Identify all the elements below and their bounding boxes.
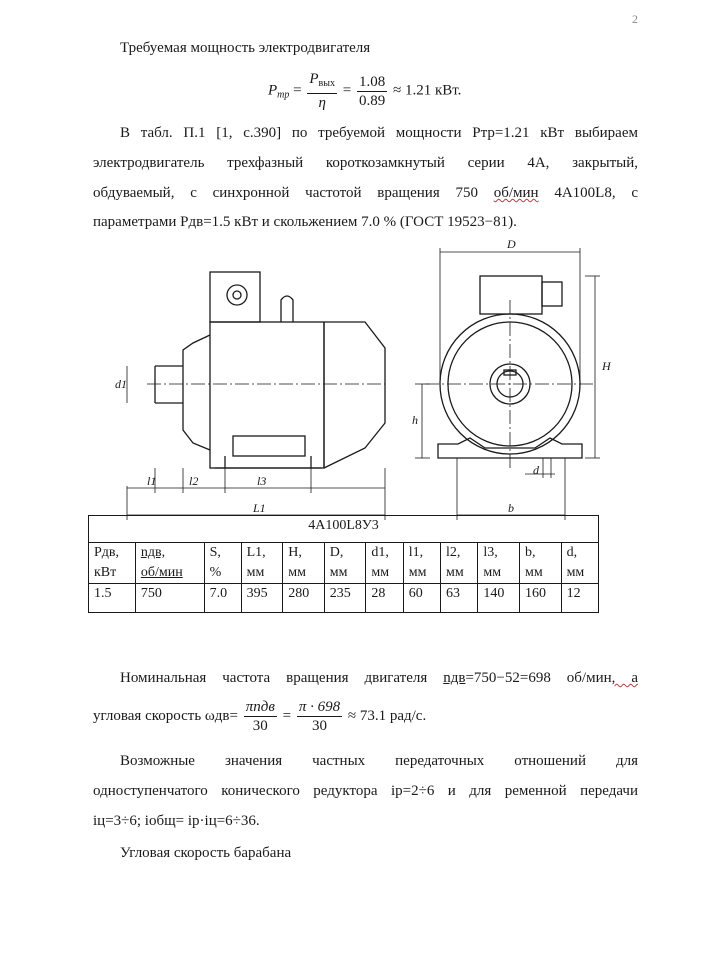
table-header-cell: Pдв, кВт [89,543,136,584]
table-header-cell: nдв, об/мин [135,543,204,584]
table-header-cell: b, мм [519,543,561,584]
label-l1: l1 [147,474,157,488]
table-header-cell: l1, мм [403,543,440,584]
table-cell: 60 [403,584,440,613]
motor-drawing [85,238,625,520]
table-cell: 280 [283,584,325,613]
table-cell: 63 [441,584,478,613]
terminal-circle-outer [227,285,247,305]
end-shield-left [183,335,210,450]
formula-fraction-1: $\frac{P_{вых}}{\eta}$ [309,71,335,111]
table-cell: 7.0 [204,584,241,613]
motor-parameters-table [88,515,599,613]
foot-side [233,436,305,456]
table-header-row [89,543,599,584]
label-L1: L1 [253,501,266,515]
label-l3: l3 [257,474,267,488]
formula-result: ≈ 1.21 кВт. [392,82,462,99]
label-D: D [507,238,516,251]
table-cell: 160 [519,584,561,613]
terminal-box-front [480,276,542,314]
label-d: d [533,463,539,477]
table-title: 4А100L8У3 [89,516,599,543]
table-header-cell: L1, мм [241,543,283,584]
table-header-cell: H, мм [283,543,325,584]
table-cell: 12 [561,584,598,613]
para3-line3: iц=3÷6; iобщ= iр·iц=6÷36. [93,813,260,829]
table-header-cell: d1, мм [366,543,403,584]
formula-power: $P_{тр}$ = $\frac{P_{вых}}{\eta}$ = $\frac{1.08}{0.89}$ ≈ 1.21 кВт. [268,71,462,111]
table-header-cell: S, % [204,543,241,584]
para4: Угловая скорость барабана [120,845,292,861]
para1-line4: параметрами Pдв=1.5 кВт и скольжением 7.0 % (ГОСТ 19523−81). [93,214,517,230]
label-d1: d1 [115,377,127,391]
para1-line1: В табл. П.1 [1, с.390] по требуемой мощности Pтр=1.21 кВт выбираем [120,125,638,141]
terminal-box-side [210,272,260,322]
para3-line1: Возможные значения частных передаточных отношений для [120,753,638,769]
para2-line1: Номинальная частота вращения двигателя nдв=750−52=698 об/мин, а [120,670,638,686]
heading-power: Требуемая мощность электродвигателя [120,40,371,56]
table-cell: 28 [366,584,403,613]
label-l2: l2 [189,474,199,488]
table-row [89,584,599,613]
label-b: b [508,501,514,515]
table-header-cell: d, мм [561,543,598,584]
table-cell: 750 [135,584,204,613]
para3-line2: одноступенчатого конического редуктора iр=2÷6 и для ременной передачи [93,783,638,799]
para1-line2: электродвигатель трехфазный короткозамкнутый серии 4А, закрытый, [93,155,638,171]
lifting-eye [281,296,293,322]
table-header-cell: l2, мм [441,543,478,584]
page-number: 2 [632,12,638,26]
table-header-cell: D, мм [324,543,366,584]
label-h: h [412,413,418,427]
table-header-cell: l3, мм [478,543,520,584]
formula-fraction-2: $\frac{1.08}{0.89}$ [358,73,386,109]
table-cell: 1.5 [89,584,136,613]
formula-lhs: P [268,82,278,99]
formula-lhs-sub: тр [277,89,290,101]
table-cell: 395 [241,584,283,613]
table-cell: 235 [324,584,366,613]
para1-line3: обдуваемый, с синхронной частотой вращения 750 об/мин 4А100L8, с [93,185,639,201]
fan-cover [324,322,385,468]
table-cell: 140 [478,584,520,613]
label-H: H [602,359,611,373]
para2-line2: угловая скорость ωдв= $\frac{\text{πnдв}}{30}$ = $\frac{\pi \cdot 698}{30}$ ≈ 73.1 рад/с. [93,699,427,734]
